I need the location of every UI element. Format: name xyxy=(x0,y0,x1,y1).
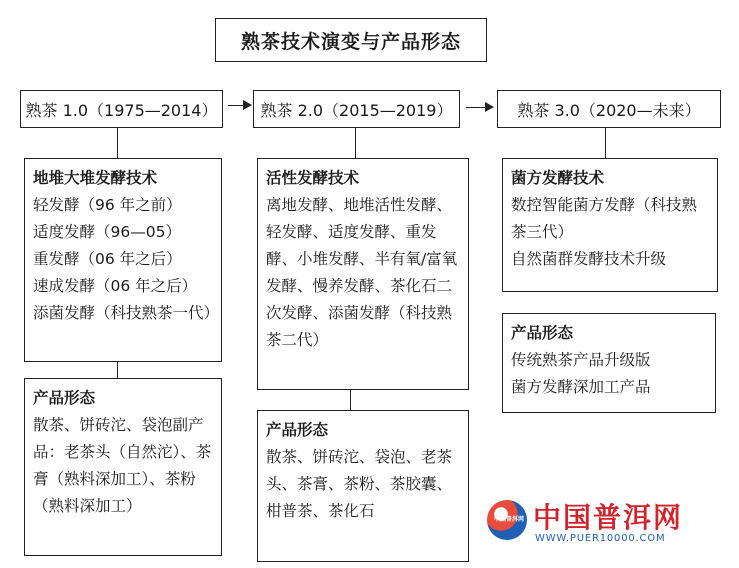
era-2-tech-text: 离地发酵、地堆活性发酵、轻发酵、适度发酵、重发酵、小堆发酵、半有氧/富氧发酵、慢养发酵、茶化石二次发酵、添菌发酵（科技熟茶二代） xyxy=(266,196,458,349)
era-1-tech-box xyxy=(24,158,222,362)
era-2-box: 熟茶 2.0（2015—2019） xyxy=(253,90,460,128)
era-1-product-box xyxy=(24,378,222,556)
era-2-product-box xyxy=(257,410,469,562)
diagram-title: 熟茶技术演变与产品形态 xyxy=(215,18,487,62)
era-2-product-text: 散茶、饼砖沱、袋泡、老茶头、茶膏、茶粉、茶胶囊、柑普茶、茶化石 xyxy=(266,448,453,520)
era-1-product-text: 散茶、饼砖沱、袋泡副产品：老茶头（自然沱）、茶膏（熟料深加工）、茶粉（熟料深加工） xyxy=(33,416,212,515)
era-1-product-title: 产品形态 xyxy=(33,389,96,407)
era-3-tech-text: 数控智能菌方发酵（科技熟茶三代） xyxy=(511,196,698,241)
connector-era-1 xyxy=(117,128,118,158)
arrow-era-1-to-2 xyxy=(228,105,250,106)
era-3-product-line: 菌方发酵深加工产品 xyxy=(511,378,651,396)
era-3-product-title: 产品形态 xyxy=(511,324,574,342)
arrow-era-2-to-3 xyxy=(466,107,492,108)
era-1-tech-line: 添菌发酵（科技熟茶一代） xyxy=(33,304,220,322)
era-3-tech-title: 菌方发酵技术 xyxy=(511,169,605,187)
era-3-product-line: 传统熟茶产品升级版 xyxy=(511,351,651,369)
watermark-url: WWW.PUER10000.COM xyxy=(535,533,666,544)
era-3-tech-extra: 自然菌群发酵技术升级 xyxy=(511,250,667,268)
era-2-product-title: 产品形态 xyxy=(266,421,329,439)
connector-era-1-product xyxy=(117,362,118,378)
era-3-box: 熟茶 3.0（2020—未来） xyxy=(497,90,721,128)
watermark-logo xyxy=(487,496,737,554)
connector-era-2 xyxy=(355,128,356,158)
watermark-name: 中国普洱网 xyxy=(533,501,684,534)
connector-era-2-product xyxy=(350,390,351,410)
era-1-tech-line: 轻发酵（96 年之前） xyxy=(33,196,182,214)
connector-era-3 xyxy=(605,128,606,158)
era-2-tech-title: 活性发酵技术 xyxy=(266,169,360,187)
era-1-tech-line: 速成发酵（06 年之后） xyxy=(33,277,198,295)
era-3-tech-box xyxy=(502,158,718,292)
watermark-small-text: 中国普洱网 xyxy=(493,516,524,523)
era-1-tech-line: 重发酵（06 年之后） xyxy=(33,250,182,268)
era-1-box: 熟茶 1.0（1975—2014） xyxy=(20,90,223,128)
era-3-product-box xyxy=(502,313,716,413)
era-1-tech-title: 地堆大堆发酵技术 xyxy=(33,169,158,187)
era-1-tech-line: 适度发酵（96—05） xyxy=(33,223,181,241)
era-2-tech-box xyxy=(257,158,469,390)
